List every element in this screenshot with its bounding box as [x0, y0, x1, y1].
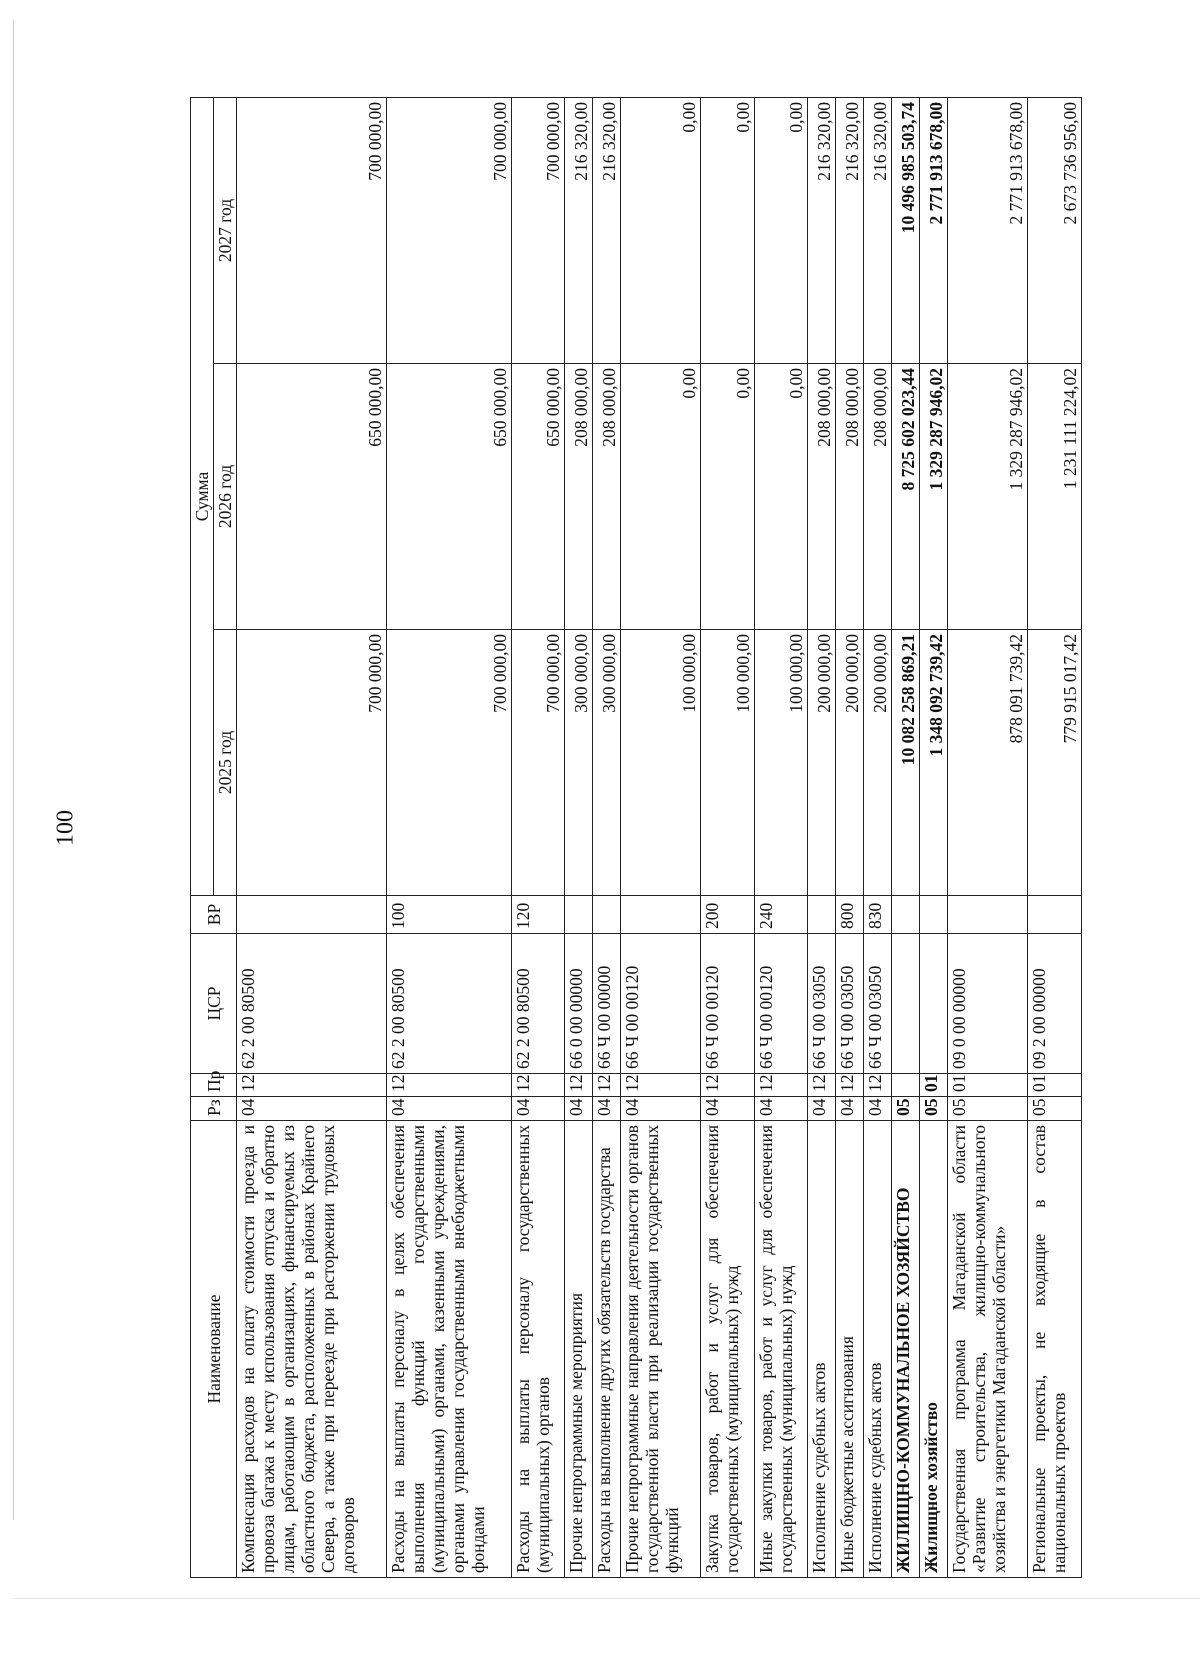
table-row — [386, 97, 511, 1577]
cell-amount-2027: 700 000,00 — [237, 97, 387, 363]
cell-name: Иные закупки товаров, работ и услуг для обеспечения государственных (муниципальных) нужд — [754, 1121, 807, 1578]
cell-amount-2026: 1 329 287 946,02 — [948, 364, 1028, 630]
cell-rz: 04 — [621, 1097, 701, 1121]
cell-amount-2025: 700 000,00 — [237, 630, 387, 896]
cell-amount-2027: 700 000,00 — [386, 97, 511, 363]
cell-rz: 04 — [386, 1097, 511, 1121]
cell-name: Компенсация расходов на оплату стоимости проезда и провоза багажа к месту использования отпуска и обратно лицам, работающим в организациях, финансируемых из областного бюджета, расположенных в районах Крайнего Севера, а также при переезде при расторжении трудовых договоров — [237, 1121, 387, 1578]
cell-name: Закупка товаров, работ и услуг для обеспечения государственных (муниципальных) нужд — [701, 1121, 754, 1578]
cell-pr: 01 — [1028, 1074, 1082, 1097]
cell-amount-2025: 200 000,00 — [808, 630, 836, 896]
cell-rz: 05 — [948, 1097, 1028, 1121]
cell-vr — [565, 896, 593, 934]
table-row — [237, 97, 387, 1577]
cell-csr: 66 0 00 00000 — [565, 934, 593, 1074]
cell-rz: 05 — [1028, 1097, 1082, 1121]
cell-csr: 66 Ч 00 03050 — [864, 934, 892, 1074]
cell-amount-2026: 208 000,00 — [565, 364, 593, 630]
header-vr: ВР — [191, 896, 237, 934]
header-2027: 2027 год — [214, 97, 237, 363]
cell-amount-2027: 10 496 985 503,74 — [892, 97, 920, 363]
cell-amount-2025: 100 000,00 — [621, 630, 701, 896]
cell-name: Расходы на выплаты персоналу государственных (муниципальных) органов — [511, 1121, 564, 1578]
cell-amount-2026: 650 000,00 — [511, 364, 564, 630]
cell-amount-2027: 0,00 — [621, 97, 701, 363]
rotated-table-wrapper — [190, 98, 1082, 1578]
cell-rz: 05 — [892, 1097, 920, 1121]
cell-amount-2025: 878 091 739,42 — [948, 630, 1028, 896]
table-row — [593, 97, 621, 1577]
header-rz: Рз — [191, 1097, 237, 1121]
header-name: Наименование — [191, 1121, 237, 1578]
cell-csr: 66 Ч 00 00120 — [754, 934, 807, 1074]
cell-csr: 09 0 00 00000 — [948, 934, 1028, 1074]
cell-rz: 04 — [511, 1097, 564, 1121]
cell-vr — [948, 896, 1028, 934]
cell-amount-2026: 0,00 — [701, 364, 754, 630]
cell-vr: 800 — [836, 896, 864, 934]
cell-csr — [892, 934, 920, 1074]
cell-csr: 66 Ч 00 00120 — [701, 934, 754, 1074]
cell-rz: 04 — [808, 1097, 836, 1121]
cell-pr: 01 — [920, 1074, 948, 1097]
cell-vr — [808, 896, 836, 934]
scan-margin-line — [13, 20, 14, 1520]
cell-rz: 04 — [754, 1097, 807, 1121]
cell-amount-2026: 208 000,00 — [864, 364, 892, 630]
cell-amount-2025: 1 348 092 739,42 — [920, 630, 948, 896]
cell-rz: 05 — [920, 1097, 948, 1121]
table-row — [808, 97, 836, 1577]
cell-rz: 04 — [237, 1097, 387, 1121]
table-row — [920, 97, 948, 1577]
cell-csr: 62 2 00 80500 — [386, 934, 511, 1074]
cell-name: Региональные проекты, не входящие в состав национальных проектов — [1028, 1121, 1082, 1578]
cell-name: Иные бюджетные ассигнования — [836, 1121, 864, 1578]
cell-vr — [593, 896, 621, 934]
cell-pr: 12 — [836, 1074, 864, 1097]
cell-amount-2027: 2 673 736 956,00 — [1028, 97, 1082, 363]
cell-vr — [892, 896, 920, 934]
cell-vr — [920, 896, 948, 934]
cell-amount-2027: 700 000,00 — [511, 97, 564, 363]
cell-csr: 66 Ч 00 03050 — [808, 934, 836, 1074]
cell-pr: 12 — [808, 1074, 836, 1097]
cell-name: Прочие непрограммные направления деятельности органов государственной власти при реализации государственных функций — [621, 1121, 701, 1578]
cell-amount-2025: 10 082 258 869,21 — [892, 630, 920, 896]
cell-name: Прочие непрограммные мероприятия — [565, 1121, 593, 1578]
cell-name: Исполнение судебных актов — [864, 1121, 892, 1578]
cell-amount-2026: 208 000,00 — [593, 364, 621, 630]
cell-csr: 66 Ч 00 00120 — [621, 934, 701, 1074]
cell-amount-2025: 200 000,00 — [864, 630, 892, 896]
cell-amount-2026: 650 000,00 — [237, 364, 387, 630]
cell-vr: 120 — [511, 896, 564, 934]
cell-vr — [237, 896, 387, 934]
cell-amount-2026: 1 329 287 946,02 — [920, 364, 948, 630]
cell-vr: 240 — [754, 896, 807, 934]
table-row — [892, 97, 920, 1577]
cell-csr: 62 2 00 80500 — [511, 934, 564, 1074]
cell-csr: 66 Ч 00 03050 — [836, 934, 864, 1074]
table-row — [836, 97, 864, 1577]
cell-rz: 04 — [864, 1097, 892, 1121]
cell-vr — [621, 896, 701, 934]
cell-csr — [920, 934, 948, 1074]
cell-name: Расходы на выплаты персоналу в целях обеспечения выполнения функций государственными (муниципальными) органами, казенными учреждениями, органами управления государственными внебюджетными фондами — [386, 1121, 511, 1578]
cell-pr: 12 — [864, 1074, 892, 1097]
cell-csr: 09 2 00 00000 — [1028, 934, 1082, 1074]
cell-pr: 12 — [593, 1074, 621, 1097]
table-row — [701, 97, 754, 1577]
cell-amount-2026: 208 000,00 — [836, 364, 864, 630]
cell-name: ЖИЛИЩНО-КОММУНАЛЬНОЕ ХОЗЯЙСТВО — [892, 1121, 920, 1578]
table-row — [621, 97, 701, 1577]
cell-pr: 01 — [948, 1074, 1028, 1097]
cell-name: Исполнение судебных актов — [808, 1121, 836, 1578]
cell-amount-2026: 0,00 — [621, 364, 701, 630]
table-row — [948, 97, 1028, 1577]
cell-amount-2027: 216 320,00 — [565, 97, 593, 363]
cell-amount-2027: 0,00 — [754, 97, 807, 363]
cell-amount-2025: 779 915 017,42 — [1028, 630, 1082, 896]
cell-pr: 12 — [701, 1074, 754, 1097]
cell-amount-2027: 216 320,00 — [864, 97, 892, 363]
cell-rz: 04 — [593, 1097, 621, 1121]
cell-amount-2025: 200 000,00 — [836, 630, 864, 896]
cell-pr: 12 — [511, 1074, 564, 1097]
table-body — [237, 97, 1082, 1577]
cell-rz: 04 — [701, 1097, 754, 1121]
header-2025: 2025 год — [214, 630, 237, 896]
cell-pr: 12 — [237, 1074, 387, 1097]
cell-amount-2025: 100 000,00 — [754, 630, 807, 896]
cell-amount-2025: 700 000,00 — [386, 630, 511, 896]
cell-amount-2027: 216 320,00 — [808, 97, 836, 363]
cell-amount-2027: 216 320,00 — [836, 97, 864, 363]
cell-amount-2027: 0,00 — [701, 97, 754, 363]
cell-pr: 12 — [621, 1074, 701, 1097]
cell-amount-2025: 300 000,00 — [593, 630, 621, 896]
cell-amount-2027: 216 320,00 — [593, 97, 621, 363]
cell-pr: 12 — [565, 1074, 593, 1097]
table-row — [565, 97, 593, 1577]
table-row — [1028, 97, 1082, 1577]
cell-name: Жилищное хозяйство — [920, 1121, 948, 1578]
table-row — [864, 97, 892, 1577]
cell-pr: 12 — [386, 1074, 511, 1097]
cell-vr: 200 — [701, 896, 754, 934]
table-row — [511, 97, 564, 1577]
cell-amount-2025: 700 000,00 — [511, 630, 564, 896]
cell-amount-2025: 300 000,00 — [565, 630, 593, 896]
cell-amount-2026: 1 231 111 224,02 — [1028, 364, 1082, 630]
cell-csr: 66 Ч 00 00000 — [593, 934, 621, 1074]
header-2026: 2026 год — [214, 364, 237, 630]
cell-pr — [892, 1074, 920, 1097]
header-csr: ЦСР — [191, 934, 237, 1074]
cell-amount-2026: 208 000,00 — [808, 364, 836, 630]
header-sum: Сумма — [191, 97, 214, 895]
cell-rz: 04 — [836, 1097, 864, 1121]
page-number: 100 — [52, 810, 79, 846]
cell-amount-2026: 8 725 602 023,44 — [892, 364, 920, 630]
cell-vr: 830 — [864, 896, 892, 934]
cell-name: Расходы на выполнение других обязательств государства — [593, 1121, 621, 1578]
cell-name: Государственная программа Магаданской области «Развитие строительства, жилищно-коммунального хозяйства и энергетики Магаданской области» — [948, 1121, 1028, 1578]
scan-top-line — [14, 1598, 1200, 1599]
cell-amount-2027: 2 771 913 678,00 — [948, 97, 1028, 363]
cell-amount-2025: 100 000,00 — [701, 630, 754, 896]
cell-rz: 04 — [565, 1097, 593, 1121]
cell-csr: 62 2 00 80500 — [237, 934, 387, 1074]
cell-amount-2026: 650 000,00 — [386, 364, 511, 630]
cell-vr: 100 — [386, 896, 511, 934]
budget-table — [190, 97, 1082, 1578]
cell-vr — [1028, 896, 1082, 934]
cell-amount-2027: 2 771 913 678,00 — [920, 97, 948, 363]
table-row — [754, 97, 807, 1577]
header-pr: Пр — [191, 1074, 237, 1097]
cell-pr: 12 — [754, 1074, 807, 1097]
cell-amount-2026: 0,00 — [754, 364, 807, 630]
